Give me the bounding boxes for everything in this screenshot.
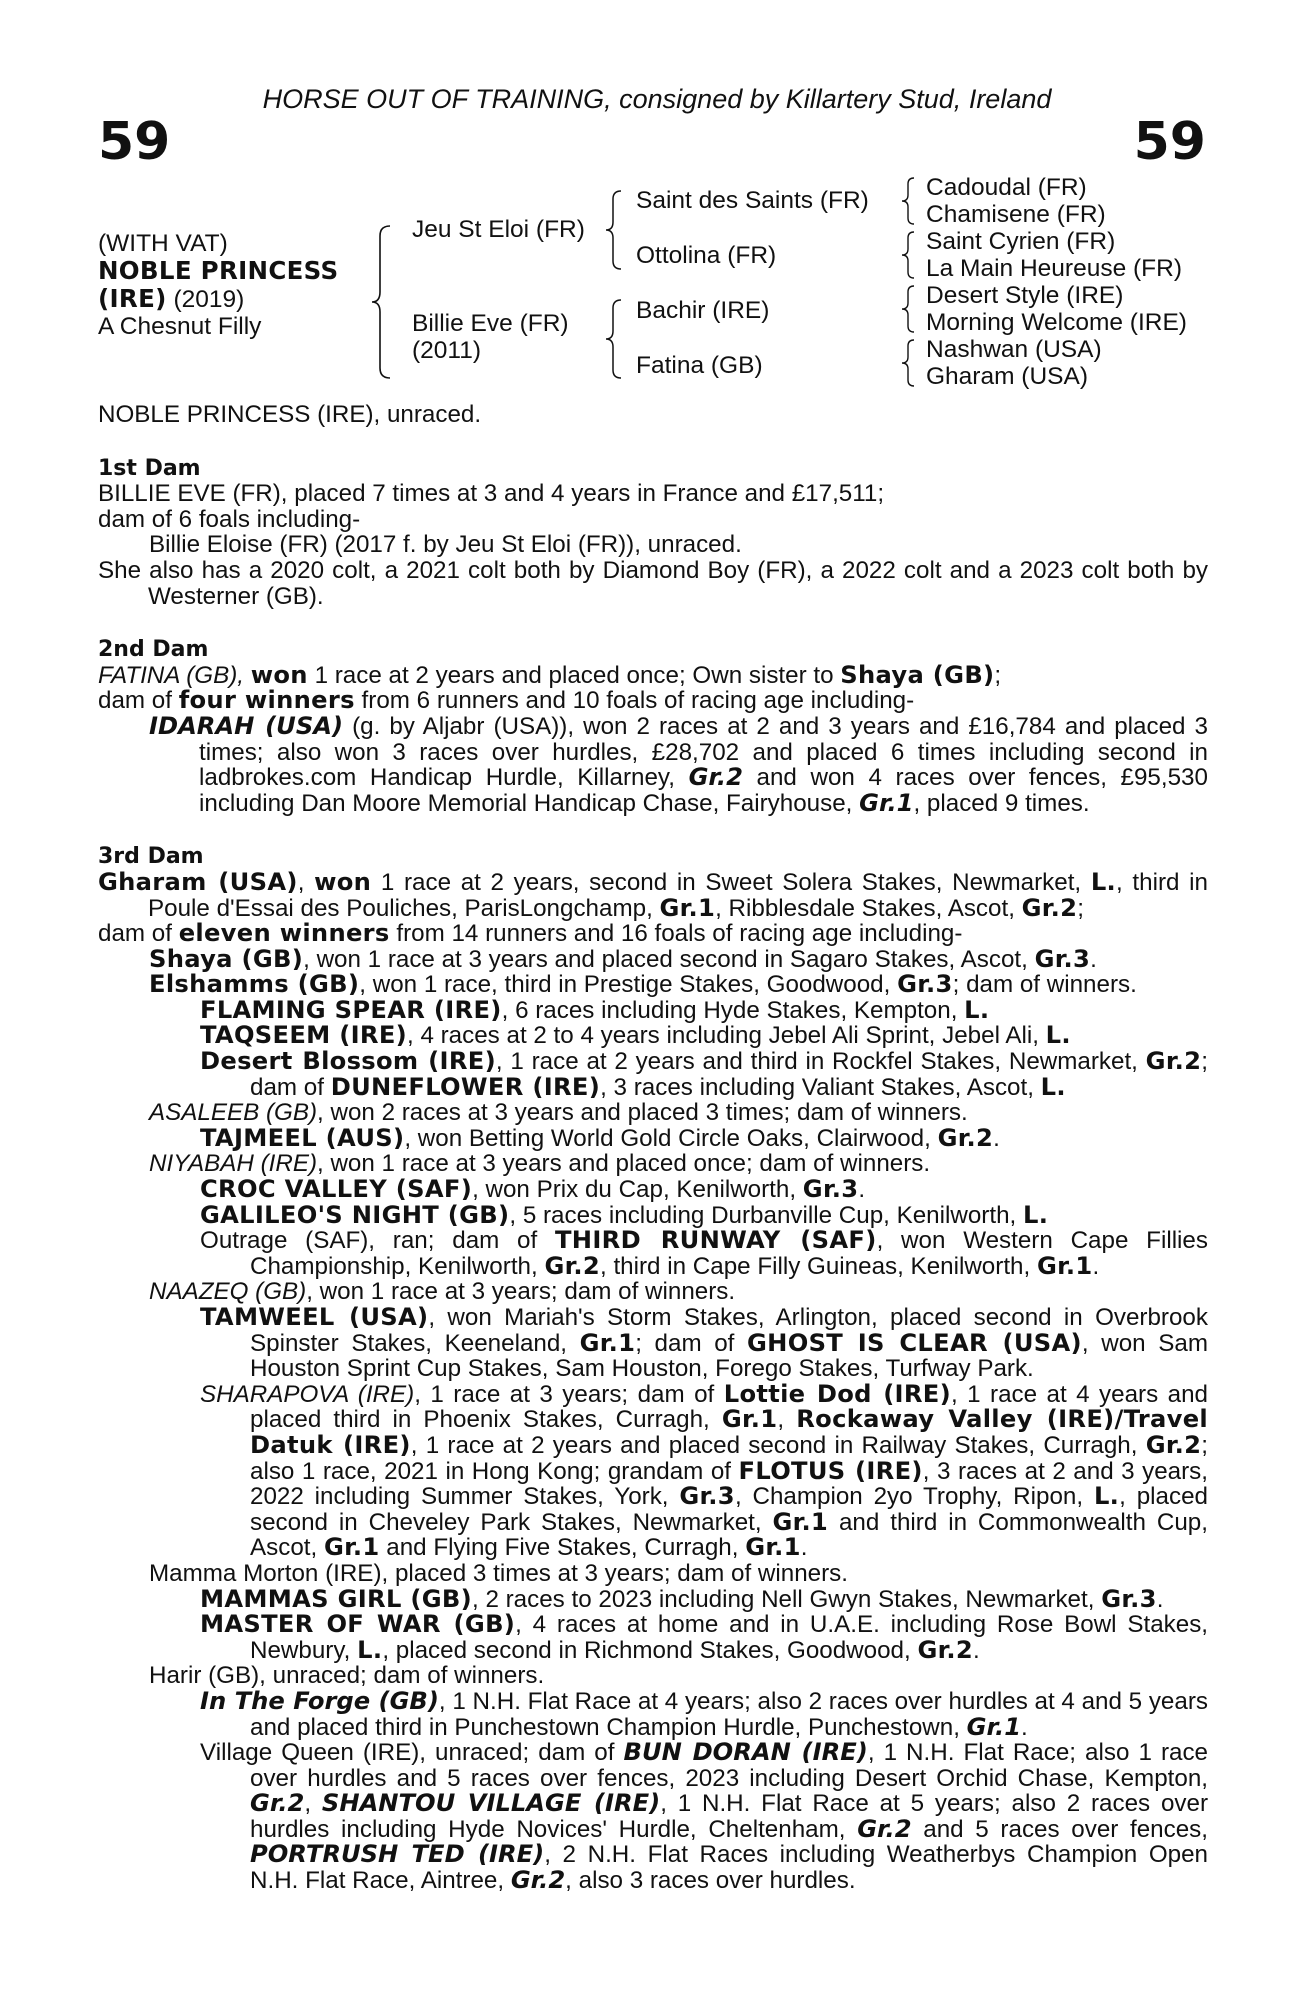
desert-blossom-entry: Desert Blossom (IRE), 1 race at 2 years and third in Rockfel Stakes, Newmarket, Gr.2; dam of DUNEFLOWER (IRE), 3 races including Valiant Stakes, Ascot, L.	[200, 1047, 1208, 1101]
page-header: HORSE OUT OF TRAINING, consigned by Killartery Stud, Ireland	[262, 84, 1052, 114]
lot-number-right: 59	[1133, 112, 1206, 172]
mammas-girl-entry: MAMMAS GIRL (GB), 2 races to 2023 including Nell Gwyn Stakes, Newmarket, Gr.3.	[200, 1584, 1164, 1613]
tajmeel-entry: TAJMEEL (AUS), won Betting World Gold Circle Oaks, Clairwood, Gr.2.	[200, 1123, 1000, 1152]
catalogue-text	[98, 402, 1208, 1894]
third-dam-line: Gharam (USA), won 1 race at 2 years, second in Sweet Solera Stakes, Newmarket, L., third in Poule d'Essai des Pouliches, ParisLongchamp, Gr.1, Ribblesdale Stakes, Ascot, Gr.2;	[98, 867, 1208, 922]
village-queen-entry: Village Queen (IRE), unraced; dam of BUN DORAN (IRE), 1 N.H. Flat Race; also 1 race over hurdles and 5 races over fences, 2023 including Desert Orchid Chase, Kempton, Gr.2, SHANTOU VILLAGE (IRE), 1 N.H. Flat Race at 5 years; also 2 races over hurdles including Hyde Novices' Hurdle, Cheltenham, Gr.2 and 5 races over fences, PORTRUSH TED (IRE), 2 N.H. Flat Races including Weatherbys Champion Open N.H. Flat Race, Aintree, Gr.2, also 3 races over hurdles.	[200, 1738, 1209, 1895]
second-dam-foals: dam of four winners from 6 runners and 10 foals of racing age including-	[98, 686, 915, 715]
intro-line: NOBLE PRINCESS (IRE), unraced.	[98, 401, 482, 428]
first-dam-heading: 1st Dam	[98, 455, 201, 481]
gg-6: Morning Welcome (IRE)	[926, 309, 1187, 336]
horse-description: A Chesnut Filly	[98, 313, 262, 340]
gg-8: Gharam (USA)	[926, 363, 1089, 390]
sire-dam: Ottolina (FR)	[636, 242, 777, 269]
naazeq-entry: NAAZEQ (GB), won 1 race at 3 years; dam of winners.	[149, 1278, 736, 1306]
first-dam-line: BILLIE EVE (FR), placed 7 times at 3 and 4 years in France and £17,511;	[98, 480, 885, 508]
harir-entry: Harir (GB), unraced; dam of winners.	[149, 1662, 545, 1690]
croc-valley-entry: CROC VALLEY (SAF), won Prix du Cap, Kenilworth, Gr.3.	[200, 1175, 866, 1204]
niyabah-entry: NIYABAH (IRE), won 1 race at 3 years and placed once; dam of winners.	[149, 1150, 931, 1178]
dam-name: Billie Eve (FR)	[412, 310, 569, 337]
first-dam-note: She also has a 2020 colt, a 2021 colt both by Diamond Boy (FR), a 2022 colt and a 2023 colt both by Westerner (GB).	[98, 556, 1208, 610]
shaya-entry: Shaya (GB), won 1 race at 3 years and placed second in Sagaro Stakes, Ascot, Gr.3.	[149, 944, 1097, 973]
horse-details	[98, 230, 338, 340]
horse-country: (IRE)	[98, 284, 167, 313]
gg-3: Saint Cyrien (FR)	[926, 228, 1116, 255]
first-dam-foals: dam of 6 foals including-	[98, 505, 361, 533]
pedigree-bracket-sire	[604, 188, 624, 272]
third-dam-foals: dam of eleven winners from 14 runners and 16 foals of racing age including-	[98, 919, 963, 948]
third-dam-section	[98, 843, 1208, 1893]
sire-sire: Saint des Saints (FR)	[636, 187, 869, 214]
pedigree-bracket-dam	[604, 297, 624, 381]
dam-sire: Bachir (IRE)	[636, 297, 770, 324]
asaleeb-entry: ASALEEB (GB), won 2 races at 3 years and placed 3 times; dam of winners.	[149, 1099, 968, 1127]
pedigree-bracket-g1	[900, 175, 916, 227]
dam-dam: Fatina (GB)	[636, 352, 763, 379]
first-dam-section	[98, 455, 1208, 610]
sire-name: Jeu St Eloi (FR)	[412, 216, 585, 243]
idarah-entry: IDARAH (USA) (g. by Aljabr (USA)), won 2 races at 2 and 3 years and £16,784 and placed 3 times; also won 3 races over hurdles, £28,702 and placed 6 times including second in ladbrokes.com Handicap Hurdle, Killarney, Gr.2 and won 4 races over fences, £95,530 including Dan Moore Memorial Handicap Chase, Fairyhouse, Gr.1, placed 9 times.	[149, 711, 1208, 817]
gg-4: La Main Heureuse (FR)	[926, 255, 1182, 282]
master-of-war-entry: MASTER OF WAR (GB), 4 races at home and in U.A.E. including Rose Bowl Stakes, Newbury, L., placed second in Richmond Stakes, Goodwood, Gr.2.	[200, 1610, 1209, 1664]
gg-5: Desert Style (IRE)	[926, 282, 1124, 309]
horse-year: (2019)	[173, 286, 245, 313]
second-dam-line: FATINA (GB), won 1 race at 2 years and placed once; Own sister to Shaya (GB);	[98, 660, 1002, 689]
flaming-spear-entry: FLAMING SPEAR (IRE), 6 races including Hyde Stakes, Kempton, L.	[200, 995, 990, 1024]
taqseem-entry: TAQSEEM (IRE), 4 races at 2 to 4 years including Jebel Ali Sprint, Jebel Ali, L.	[200, 1021, 1071, 1050]
second-dam-section	[98, 636, 1208, 816]
elshamms-entry: Elshamms (GB), won 1 race, third in Prestige Stakes, Goodwood, Gr.3; dam of winners.	[149, 970, 1137, 999]
pedigree-bracket-main	[370, 222, 394, 382]
second-dam-heading: 2nd Dam	[98, 637, 209, 663]
vat-note: (WITH VAT)	[98, 230, 228, 257]
first-dam-foal-entry: Billie Eloise (FR) (2017 f. by Jeu St Eloi (FR)), unraced.	[149, 531, 742, 559]
in-the-forge-entry: In The Forge (GB), 1 N.H. Flat Race at 4 years; also 2 races over hurdles at 4 and 5 years and placed third in Punchestown Champion Hurdle, Punchestown, Gr.1.	[200, 1686, 1208, 1741]
gg-7: Nashwan (USA)	[926, 336, 1102, 363]
tamweel-entry: TAMWEEL (USA), won Mariah's Storm Stakes, Arlington, placed second in Overbrook Spinster Stakes, Keeneland, Gr.1; dam of GHOST IS CLEAR (USA), won Sam Houston Sprint Cup Stakes, Sam Houston, Forego Stakes, Turfway Park.	[200, 1303, 1208, 1383]
gg-1: Cadoudal (FR)	[926, 174, 1087, 201]
galileos-night-entry: GALILEO'S NIGHT (GB), 5 races including Durbanville Cup, Kenilworth, L.	[200, 1200, 1049, 1229]
dam-year: (2011)	[412, 337, 482, 364]
lot-number-left: 59	[98, 112, 171, 172]
gg-2: Chamisene (FR)	[926, 201, 1106, 228]
third-dam-heading: 3rd Dam	[98, 844, 204, 870]
outrage-entry: Outrage (SAF), ran; dam of THIRD RUNWAY (SAF), won Western Cape Fillies Championship, Kenilworth, Gr.2, third in Cape Filly Guineas, Kenilworth, Gr.1.	[200, 1226, 1208, 1280]
pedigree-bracket-g4	[900, 337, 916, 389]
horse-name: NOBLE PRINCESS	[98, 256, 339, 285]
pedigree-bracket-g3	[900, 283, 916, 335]
pedigree-bracket-g2	[900, 229, 916, 281]
mamma-morton-entry: Mamma Morton (IRE), placed 3 times at 3 years; dam of winners.	[149, 1559, 848, 1587]
sharapova-entry: SHARAPOVA (IRE), 1 race at 3 years; dam of Lottie Dod (IRE), 1 race at 4 years and placed third in Phoenix Stakes, Curragh, Gr.1, Rockaway Valley (IRE)/Travel Datuk (IRE), 1 race at 2 years and placed second in Railway Stakes, Curragh, Gr.2; also 1 race, 2021 in Hong Kong; grandam of FLOTUS (IRE), 3 races at 2 and 3 years, 2022 including Summer Stakes, York, Gr.3, Champion 2yo Trophy, Ripon, L., placed second in Cheveley Park Stakes, Newmarket, Gr.1 and third in Commonwealth Cup, Ascot, Gr.1 and Flying Five Stakes, Curragh, Gr.1.	[200, 1379, 1208, 1562]
